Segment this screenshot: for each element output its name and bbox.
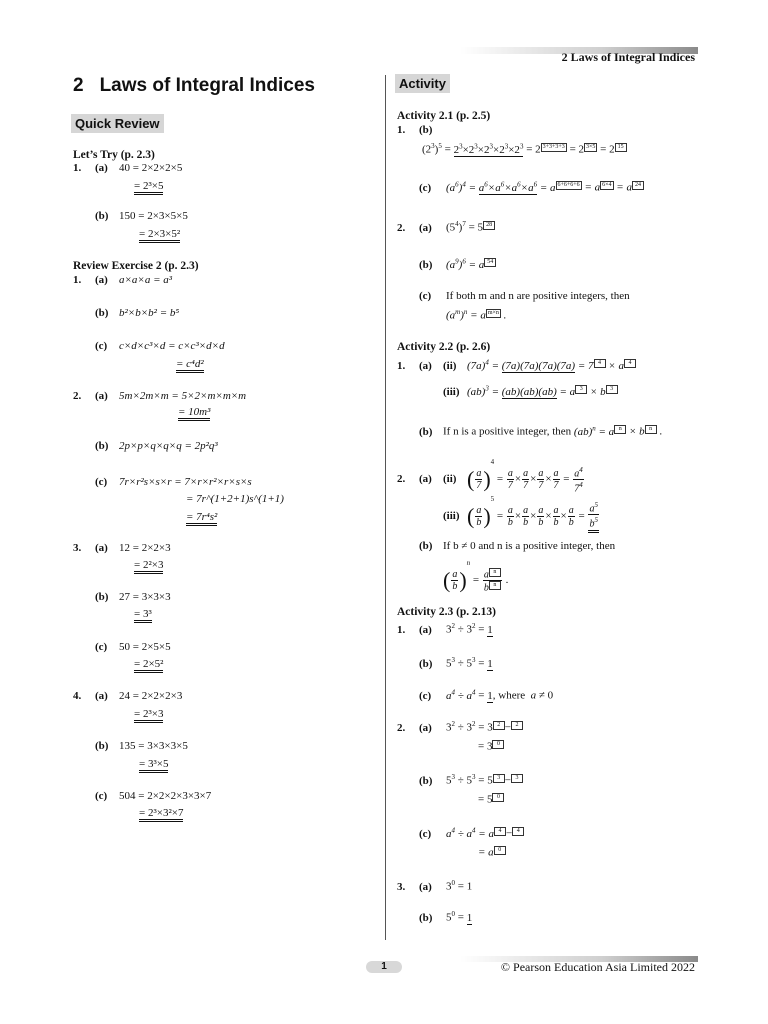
- act21-2c-formula: $(a^m)^n = a$ m×n .: [446, 308, 507, 322]
- act22-2b: (b) If b ≠ 0 and n is a positive integer, then: [419, 540, 616, 552]
- review-4b-answer: = 3³×5: [139, 758, 168, 770]
- review-2c: (c) 7r×r²s×s×r = 7×r×r²×r×s×s: [95, 476, 252, 488]
- review-3a-answer: = 2²×3: [134, 559, 163, 571]
- act22-2a-ii: 2. (a) (ii) ( $\frac{a}{7}$ )$^4$ = $\frac{a}{7}$ × $\frac{a}{7}$ × $\frac{a}{7}$ × $\frac{a}{7}$ = $\frac{a^4}{7^4}$: [397, 458, 583, 495]
- lets-try-1b: (b) 150 = 2×3×5×5: [95, 210, 188, 222]
- review-2c-answer: = 7r⁴s²: [186, 511, 217, 523]
- act21-2b: (b) $(a^9)^6 = a$ 54: [419, 257, 496, 271]
- review-3c-answer: = 2×5²: [134, 658, 163, 670]
- review-4b: (b) 135 = 3×3×3×5: [95, 740, 188, 752]
- review-4a: 4. (a) 24 = 2×2×2×3: [73, 690, 183, 702]
- review-exercise-heading: Review Exercise 2 (p. 2.3): [73, 260, 199, 272]
- act22-1a-ii: 1. (a) (ii) $(7a)^4 = (7a)(7a)(7a)(7a) = 7$ 4 × a 4: [397, 358, 636, 372]
- act23-2b: (b) $5^3 \div 5^3 = 5$ 3 − 3: [419, 773, 523, 787]
- review-1c-answer: = c⁴d²: [176, 358, 204, 370]
- review-3c: (c) 50 = 2×5×5: [95, 641, 171, 653]
- review-2c-step: = 7r^(1+2+1)s^(1+1): [186, 493, 284, 505]
- act22-2a-iii: (iii) ( $\frac{a}{b}$ )$^5$ = $\frac{a}{b}$ × $\frac{a}{b}$ × $\frac{a}{b}$ × $\frac{a}{b}$ × $\frac{a}{b}$ = $\frac{a^5}{b^5}$: [443, 495, 600, 533]
- column-divider: [385, 75, 386, 940]
- review-3b: (b) 27 = 3×3×3: [95, 591, 171, 603]
- review-4c-answer: = 2³×3²×7: [139, 807, 183, 819]
- review-4a-answer: = 2³×3: [134, 708, 163, 720]
- act21-1b-label: 1. (b): [397, 124, 433, 136]
- review-3b-answer: = 3³: [134, 608, 152, 620]
- review-3a: 3. (a) 12 = 2×2×3: [73, 542, 171, 554]
- activity-heading: Activity: [395, 74, 450, 93]
- act23-2c: (c) $a^4 \div a^4 = a$ 4 − 4: [419, 826, 524, 840]
- running-header: 2 Laws of Integral Indices: [561, 50, 695, 64]
- act21-2c: (c) If both m and n are positive integers, then: [419, 290, 630, 302]
- act21-1b: $(2^3)^5 = 2^3\times 2^3\times 2^3\times 2^3\times 2^3 = 2$ 3+3+3+3 = 2 3×5 = 2 15: [422, 142, 627, 156]
- act22-1b: (b) If n is a positive integer, then (ab)$^n$ = a n × b n .: [419, 424, 663, 438]
- chapter-number: 2: [73, 75, 84, 96]
- act23-1b: (b) $5^3 \div 5^3 = 1$: [419, 656, 493, 670]
- activity-2-3-heading: Activity 2.3 (p. 2.13): [397, 606, 497, 618]
- activity-2-2-heading: Activity 2.2 (p. 2.6): [397, 341, 491, 353]
- lets-try-1b-answer: = 2×3×5²: [139, 228, 180, 240]
- quick-review-heading: Quick Review: [71, 114, 164, 133]
- review-1b: (b) b²×b×b² = b⁵: [95, 307, 180, 319]
- act22-1a-iii: (iii) (ab)$^3$ = (ab)(ab)(ab) = a 3 × b 3: [443, 384, 618, 398]
- act23-3a: 3. (a) $3^0 = 1$: [397, 879, 473, 893]
- act23-1c: (c) $a^4 \div a^4 = 1$, where a ≠ 0: [419, 688, 554, 702]
- act22-2b-formula: ( $\frac{a}{b}$ )$^n$ = $\frac{\text{a n}}{\text{b n}}$ .: [443, 559, 509, 594]
- act21-2a: 2. (a) $(5^4)^7 = 5$ 28: [397, 220, 495, 234]
- act23-3b: (b) $5^0 = 1$: [419, 910, 473, 924]
- act23-2b-answer: = 5 0: [478, 793, 504, 806]
- act23-2a-answer: = 3 0: [478, 740, 504, 753]
- act23-2a: 2. (a) $3^2 \div 3^2 = 3$ 2 − 2: [397, 720, 523, 734]
- review-1c: (c) c×d×c³×d = c×c³×d×d: [95, 340, 225, 352]
- act23-1a: 1. (a) $3^2 \div 3^2 = 1$: [397, 622, 493, 636]
- act21-1c: (c) $(a^6)^4 = a^6\times a^6\times a^6\times a^6 = a$ 6+6+6+6 = a 6×4 = a 24: [419, 180, 644, 194]
- chapter-title-text: Laws of Integral Indices: [99, 75, 315, 96]
- lets-try-heading: Let’s Try (p. 2.3): [73, 149, 155, 161]
- act23-2c-answer: = a 0: [478, 846, 506, 859]
- review-4c: (c) 504 = 2×2×2×3×3×7: [95, 790, 212, 802]
- lets-try-1a: 1. (a) 40 = 2×2×2×5: [73, 162, 183, 174]
- page-number: 1: [366, 961, 402, 973]
- review-2a: 2. (a) 5m×2m×m = 5×2×m×m×m: [73, 390, 247, 402]
- chapter-title: [73, 75, 315, 97]
- copyright: © Pearson Education Asia Limited 2022: [500, 960, 695, 974]
- review-1a: 1. (a) a×a×a = a³: [73, 274, 173, 286]
- activity-2-1-heading: Activity 2.1 (p. 2.5): [397, 110, 491, 122]
- review-2b: (b) 2p×p×q×q×q = 2p²q³: [95, 440, 218, 452]
- lets-try-1a-answer: = 2³×5: [134, 180, 163, 192]
- review-2a-answer: = 10m³: [178, 406, 210, 418]
